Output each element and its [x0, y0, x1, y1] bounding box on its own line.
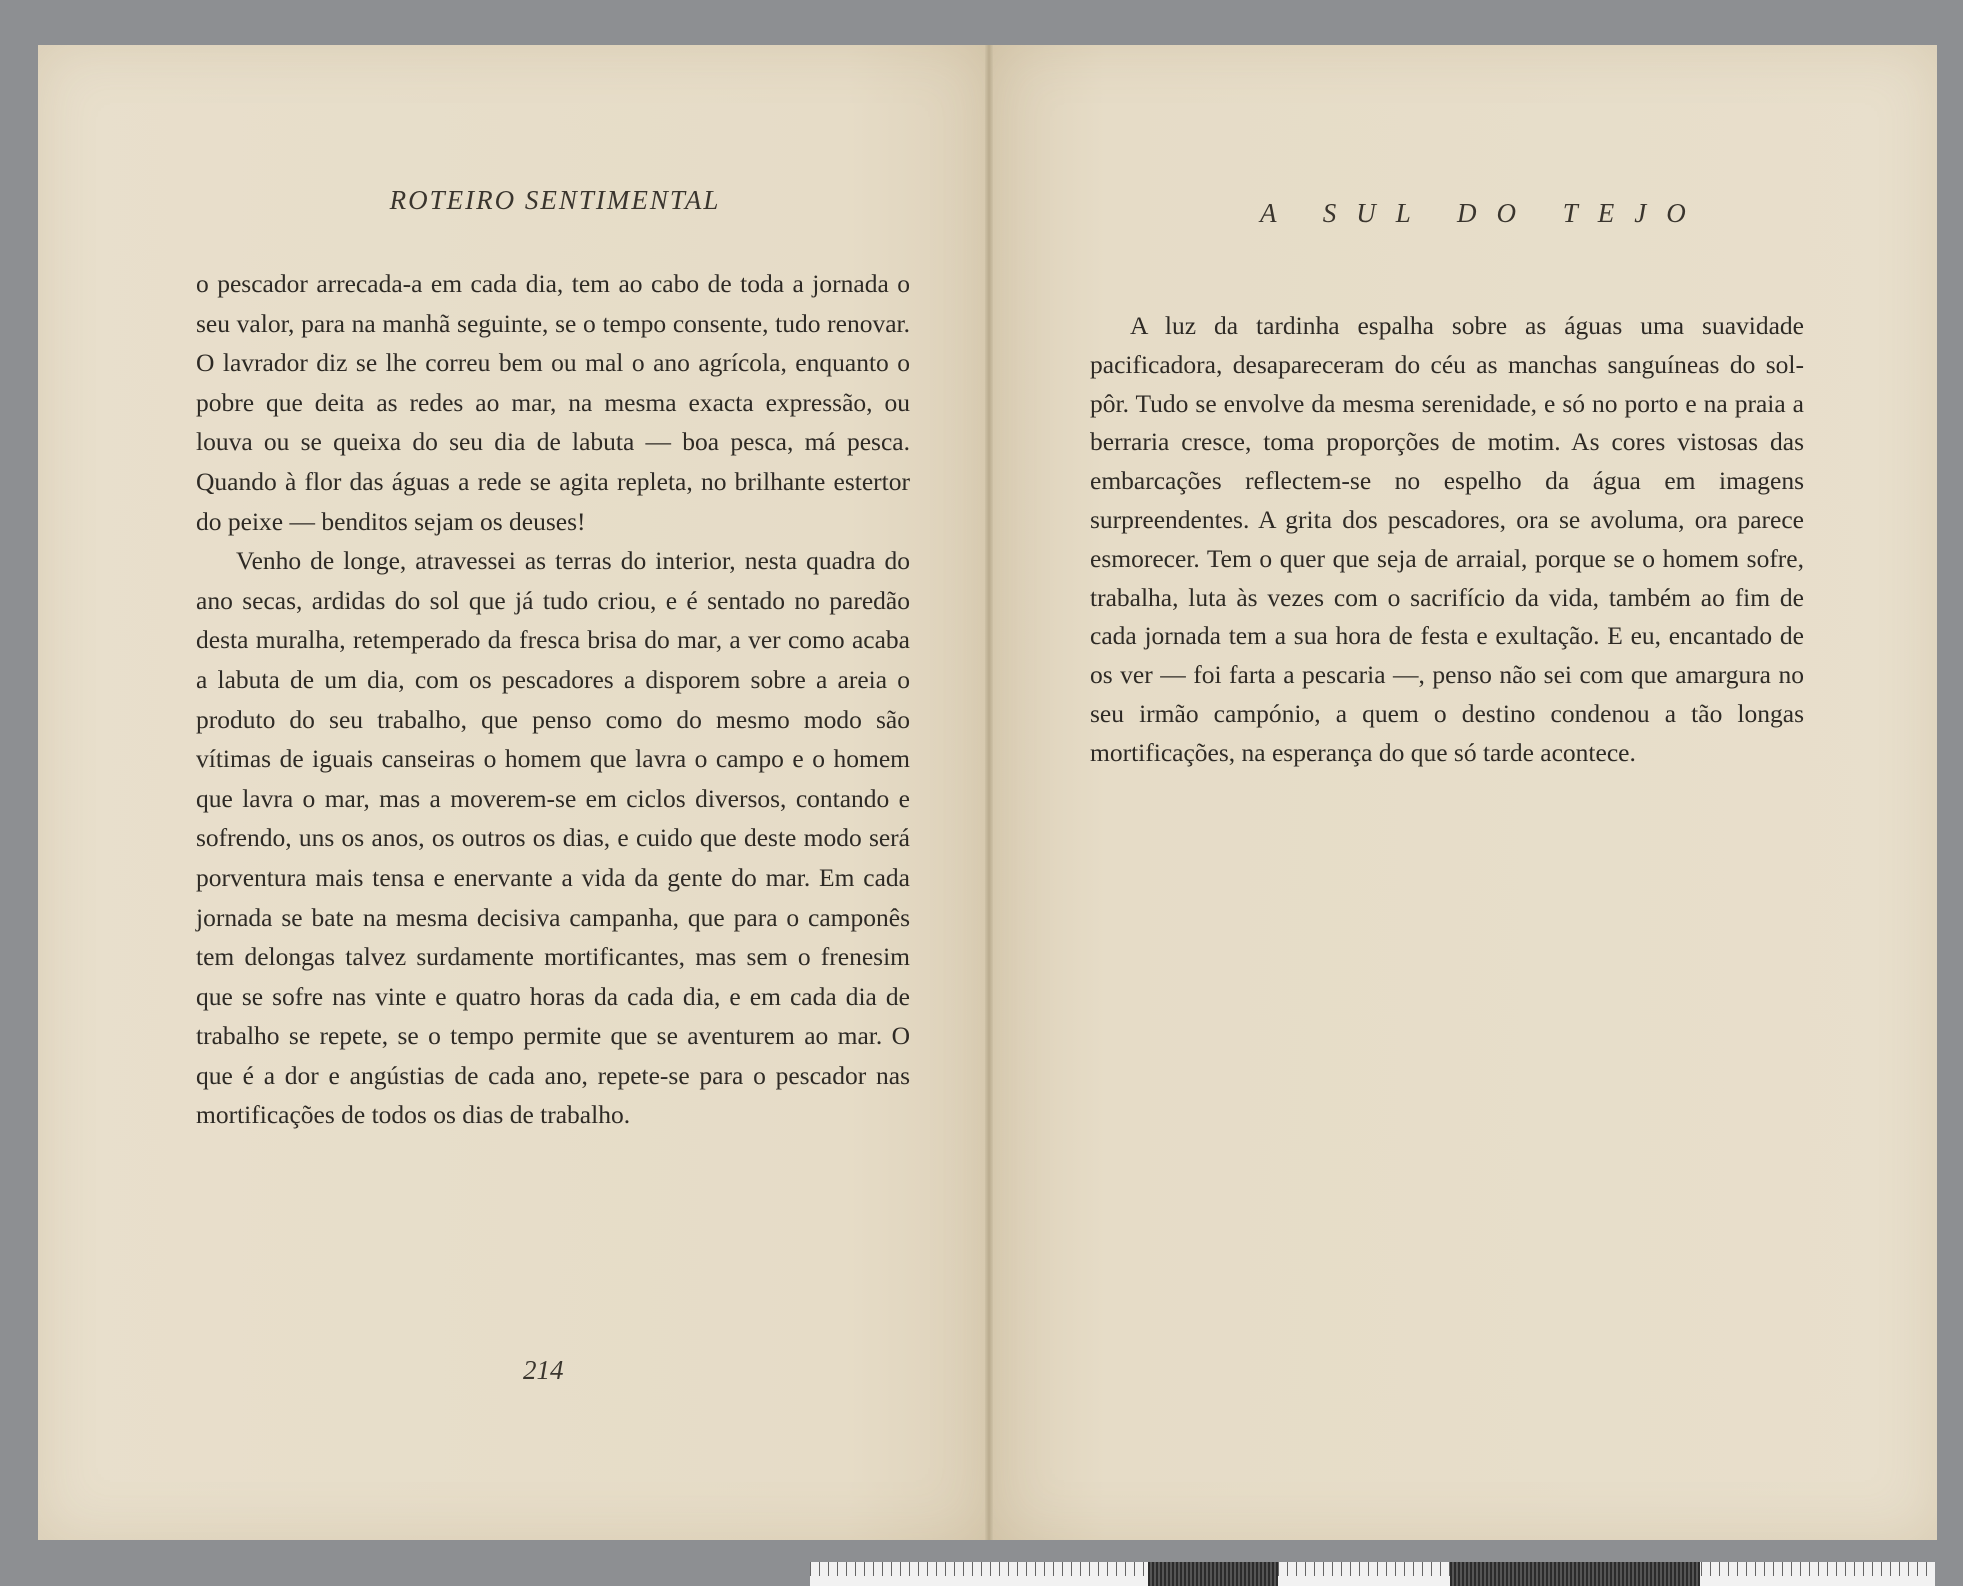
scale-ruler: [810, 1562, 1935, 1586]
paragraph: Venho de longe, atravessei as terras do interior, nesta quadra do ano secas, ardidas do sol que já tudo criou, e é sentado no paredão desta muralha, retemperado da fresca brisa do mar, a ver como acaba a labuta de um dia, com os pescadores a disporem sobre a areia o produto do seu trabalho, que penso como do mesmo modo são vítimas de iguais canseiras o homem que lavra o campo e o homem que lavra o mar, mas a moverem-se em ciclos diversos, contando e sofrendo, uns os anos, os outros os dias, e cuido que deste modo será porventura mais tensa e enervante a vida da gente do mar. Em cada jornada se bate na mesma decisiva campanha, que para o camponês tem delongas talvez surdamente mortificantes, mas sem o frenesim que se sofre nas vinte e quatro horas da cada dia, e em cada dia de trabalho se repete, se o tempo permite que se aventurem ao mar. O que é a dor e angústias de cada ano, repete-se para o pescador nas mortificações de todos os dias de trabalho.: [196, 546, 910, 1130]
right-page-body: [1090, 307, 1804, 773]
paragraph: A luz da tardinha espalha sobre as águas uma suavidade pacificadora, desapareceram do céu as manchas sanguíneas do sol-pôr. Tudo se envolve da mesma serenidade, e só no porto e na praia a berraria cresce, toma proporções de motim. As cores vistosas das embarcações reflectem-se no espelho da água em imagens surpreendentes. A grita dos pescadores, ora se avoluma, ora parece esmorecer. Tem o quer que seja de arraial, porque se o homem sofre, trabalha, luta às vezes com o sacrifício da vida, também ao fim de cada jornada tem a sua hora de festa e exultação. E eu, encantado de os ver — foi farta a pescaria —, penso não sei com que amargura no seu irmão campónio, a quem o destino condenou a tão longas mortificações, na esperança do que só tarde acontece.: [1090, 311, 1804, 767]
ruler-block: [1450, 1562, 1700, 1586]
running-head-right: A SUL DO TEJO: [1260, 198, 1706, 228]
ruler-ticks: [810, 1562, 1935, 1576]
page-number: 214: [523, 1355, 564, 1385]
running-head-left: ROTEIRO SENTIMENTAL: [389, 185, 721, 215]
book-gutter: [985, 45, 993, 1540]
ruler-block: [1148, 1562, 1278, 1586]
right-page: [992, 45, 1937, 1540]
paragraph: o pescador arrecada-a em cada dia, tem ao cabo de toda a jornada o seu valor, para na manhã seguinte, se o tempo consente, tudo renovar. O lavrador diz se lhe correu bem ou mal o ano agrícola, enquanto o pobre que deita as redes ao mar, na mesma exacta expressão, ou louva ou se queixa do seu dia de labuta — boa pesca, má pesca. Quando à flor das águas a rede se agita repleta, no brilhante estertor do peixe — benditos sejam os deuses!: [196, 269, 910, 536]
left-page-body: [196, 264, 910, 1135]
